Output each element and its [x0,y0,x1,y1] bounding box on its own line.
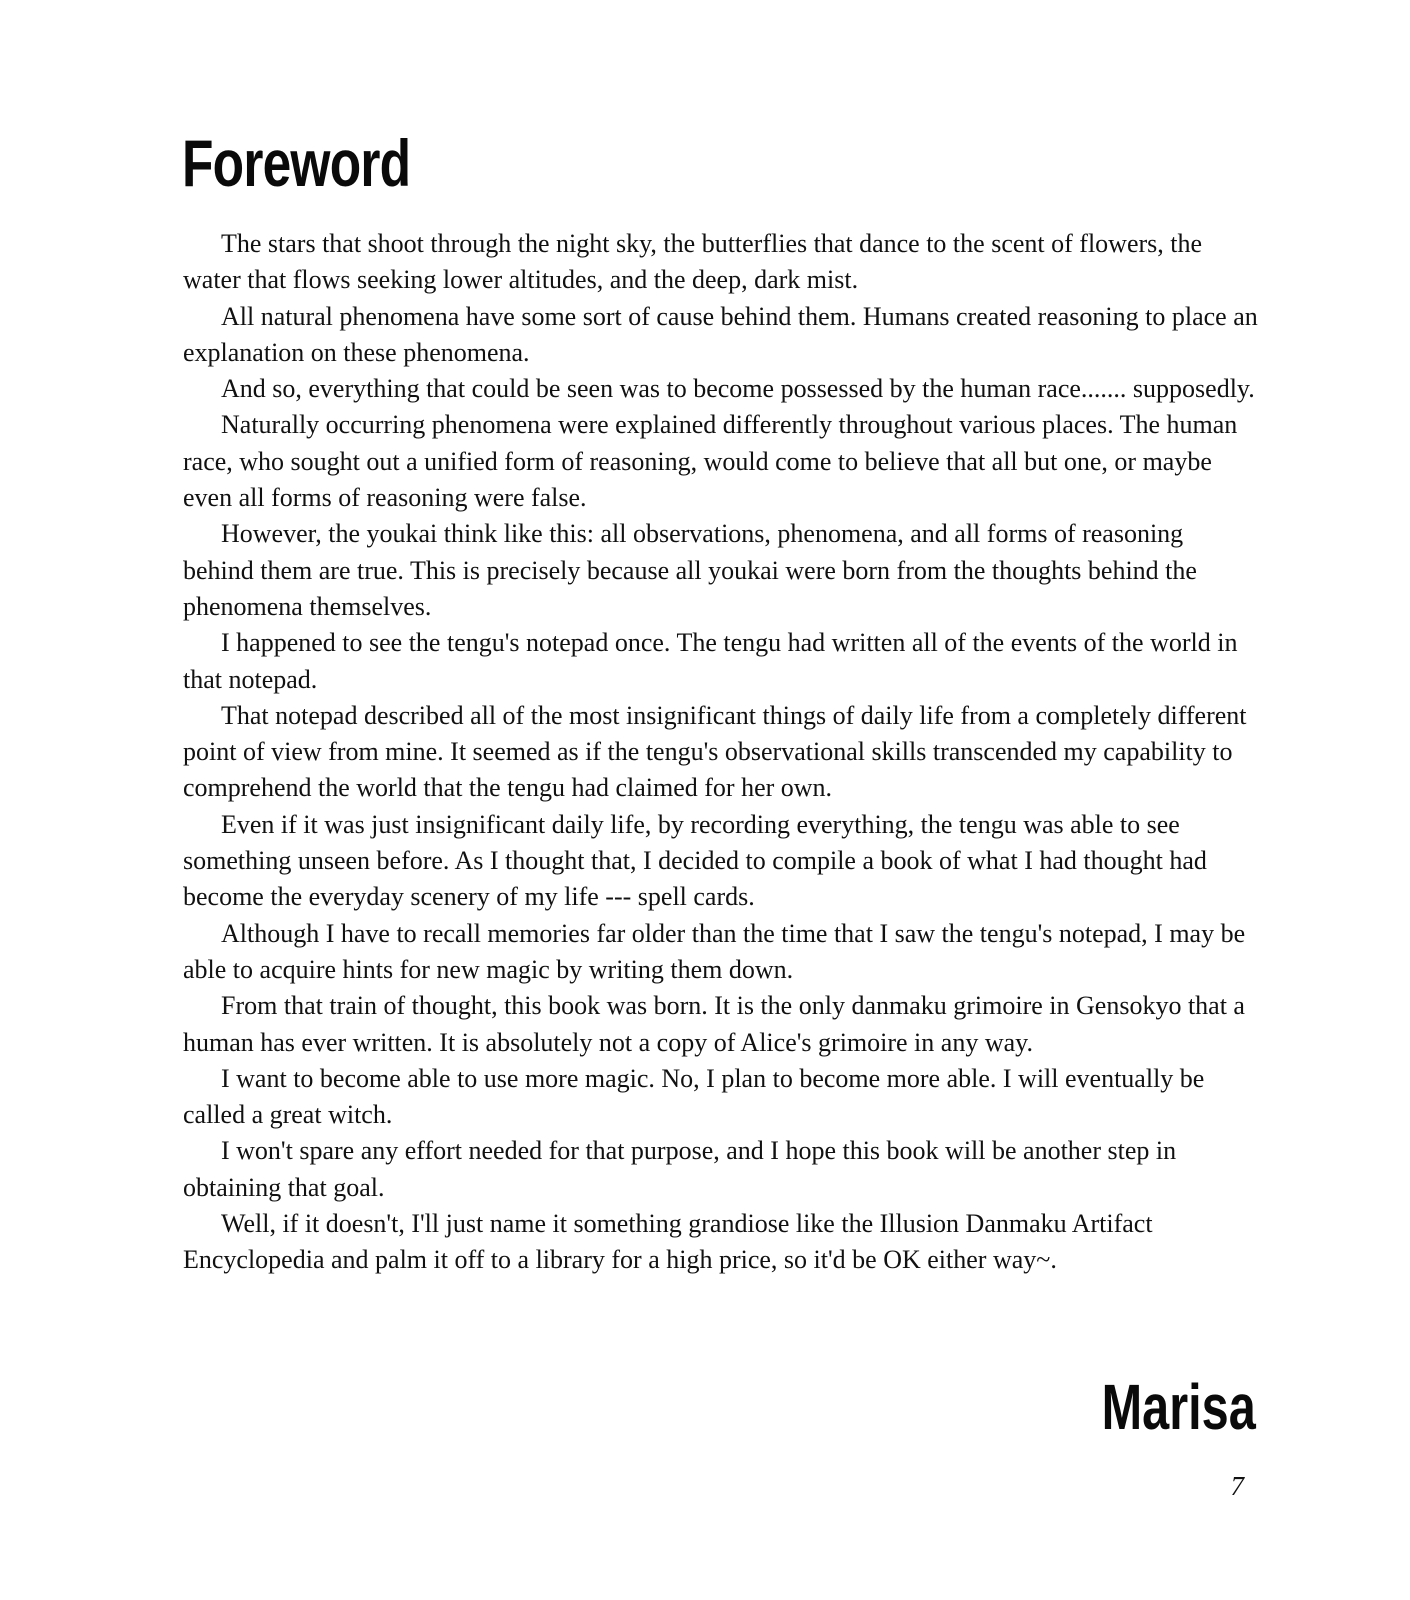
foreword-body [183,226,1258,1279]
paragraph: I want to become able to use more magic. No, I plan to become more able. I will eventually be called a great witch. [183,1063,1205,1130]
page-number: 7 [1230,1471,1244,1501]
paragraph: However, the youkai think like this: all observations, phenomena, and all forms of reasoning behind them are true. This is precisely because all youkai were born from the thoughts behind the phenomena themselves. [183,519,1197,621]
paragraph: Naturally occurring phenomena were explained differently throughout various places. The human race, who sought out a unified form of reasoning, would come to believe that all but one, or maybe even all forms of reasoning were false. [183,410,1238,513]
paragraph: The stars that shoot through the night sky, the butterflies that dance to the scent of flowers, the water that flows seeking lower altitudes, and the deep, dark mist. [183,229,1203,295]
paragraph: I happened to see the tengu's notepad once. The tengu had written all of the events of the world in that notepad. [183,628,1238,694]
paragraph: And so, everything that could be seen was to become possessed by the human race....... supposedly. [221,374,1255,404]
paragraph: All natural phenomena have some sort of cause behind them. Humans created reasoning to place an explanation on these phenomena. [183,301,1258,367]
author-signature: Marisa [1101,1371,1256,1443]
paragraph: Well, if it doesn't, I'll just name it something grandiose like the Illusion Danmaku Artifact Encyclopedia and palm it off to a library for a high price, so it'd be OK either way~. [183,1209,1153,1275]
paragraph: That notepad described all of the most insignificant things of daily life from a completely different point of view from mine. It seemed as if the tengu's observational skills transcended my capability to comprehend the world that the tengu had claimed for her own. [183,700,1247,803]
paragraph: I won't spare any effort needed for that purpose, and I hope this book will be another step in obtaining that goal. [183,1136,1177,1202]
paragraph: From that train of thought, this book was born. It is the only danmaku grimoire in Gensokyo that a human has ever written. It is absolutely not a copy of Alice's grimoire in any way. [183,991,1245,1057]
paragraph: Although I have to recall memories far older than the time that I saw the tengu's notepad, I may be able to acquire hints for new magic by writing them down. [183,918,1246,984]
page-title: Foreword [182,126,411,200]
paragraph: Even if it was just insignificant daily life, by recording everything, the tengu was able to see something unseen before. As I thought that, I decided to compile a book of what I had thought had become the everyday scenery of my life --- spell cards. [183,809,1207,912]
